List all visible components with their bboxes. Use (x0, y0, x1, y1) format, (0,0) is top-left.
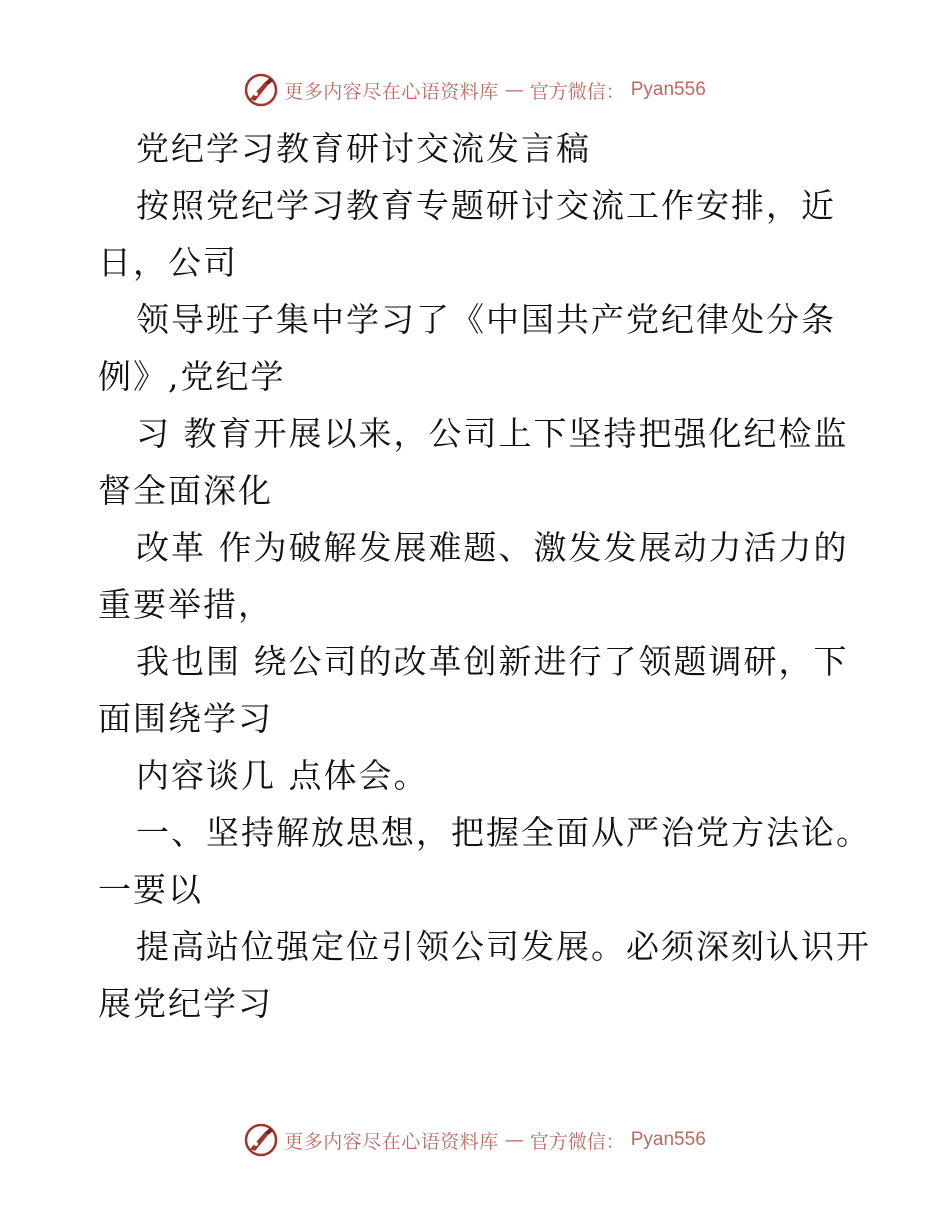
paragraph-continuation: 督全面深化 (98, 471, 273, 510)
pen-logo-icon (244, 1123, 278, 1157)
header-banner (0, 70, 950, 110)
footer-wechat-label: 官方微信： (529, 1130, 625, 1153)
pen-logo-icon (244, 73, 278, 107)
paragraph-continuation: 一要以 (98, 870, 203, 909)
paragraph (98, 405, 858, 519)
paragraph-continuation: 展党纪学习 (98, 984, 273, 1023)
paragraph-first-line: 习 教育开展以来，公司上下坚持把强化纪检监 (136, 414, 849, 453)
document-title (98, 120, 858, 177)
document-body (98, 120, 871, 1032)
paragraph-first-line: 改革 作为破解发展难题、激发发展动力活力的 (136, 528, 849, 567)
footer-banner (0, 1120, 950, 1160)
header-banner-dash: — (504, 79, 524, 101)
document-title-text: 党纪学习教育研讨交流发言稿 (136, 129, 591, 168)
footer-wechat-id: Pyan556 (630, 1129, 706, 1150)
header-wechat-label: 官方微信： (529, 80, 625, 103)
paragraph-continuation: 例》,党纪学 (98, 357, 286, 396)
paragraph-continuation: 日，公司 (98, 243, 238, 282)
header-wechat-id: Pyan556 (630, 79, 706, 100)
paragraph-first-line: 提高站位强定位引领公司发展。必须深刻认识开 (136, 927, 871, 966)
paragraph (98, 291, 858, 405)
paragraph-first-line: 我也围 绕公司的改革创新进行了领题调研，下 (136, 642, 849, 681)
paragraph (98, 177, 858, 291)
paragraph (98, 804, 871, 918)
header-banner-inner (244, 73, 706, 107)
paragraph (98, 747, 858, 804)
paragraph-first-line: 领导班子集中学习了《中国共产党纪律处分条 (136, 300, 836, 339)
paragraph (98, 519, 858, 633)
footer-banner-inner (244, 1123, 706, 1157)
footer-banner-text: 更多内容尽在心语资料库 (284, 1130, 499, 1153)
paragraph-first-line: 内容谈几 点体会。 (136, 756, 429, 795)
paragraph-continuation: 面围绕学习 (98, 699, 273, 738)
paragraph (98, 633, 858, 747)
header-banner-text: 更多内容尽在心语资料库 (284, 80, 499, 103)
paragraph-first-line: 一、坚持解放思想，把握全面从严治党方法论。 (136, 813, 871, 852)
paragraph (98, 918, 871, 1032)
footer-banner-dash: — (504, 1129, 524, 1151)
paragraph-first-line: 按照党纪学习教育专题研讨交流工作安排，近 (136, 186, 836, 225)
paragraph-continuation: 重要举措， (98, 585, 273, 624)
